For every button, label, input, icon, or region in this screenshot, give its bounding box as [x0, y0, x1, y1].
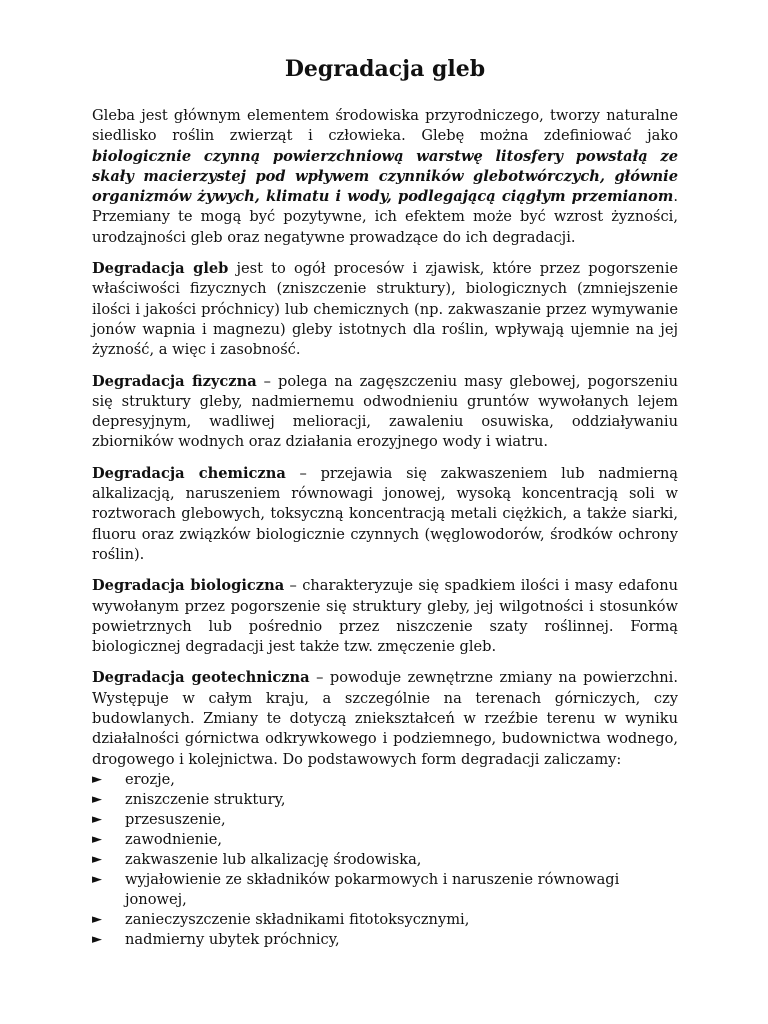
list-item [92, 910, 678, 930]
bullet-arrow-icon: ► [92, 831, 102, 847]
list-item-text: nadmierny ubytek próchnicy, [125, 930, 340, 948]
soil-definition: biologicznie czynną powierzchniową warstwę litosfery powstałą ze skały macierzystej pod wpływem czynników glebotwórczych, głównie organizmów żywych, klimatu i wody, podlegającą ciągłym przemianom [92, 147, 678, 206]
list-item [92, 930, 678, 950]
biological-degradation-term: Degradacja biologiczna [92, 577, 285, 595]
list-item-text: przesuszenie, [125, 810, 226, 828]
biological-degradation-paragraph [92, 576, 678, 657]
bullet-arrow-icon: ► [92, 811, 102, 827]
bullet-arrow-icon: ► [92, 851, 102, 867]
physical-degradation-term: Degradacja fizyczna [92, 372, 257, 390]
soil-degradation-term: Degradacja gleb [92, 260, 229, 278]
geotechnical-degradation-term: Degradacja geotechniczna [92, 669, 310, 687]
list-item [92, 830, 678, 850]
chemical-degradation-term: Degradacja chemiczna [92, 464, 286, 482]
list-item-text: wyjałowienie ze składników pokarmowych i naruszenie równowagi jonowej, [125, 870, 620, 908]
list-item [92, 850, 678, 870]
list-item-text: zakwaszenie lub alkalizację środowiska, [125, 850, 422, 868]
list-item-text: zniszczenie struktury, [125, 790, 286, 808]
list-item [92, 790, 678, 810]
intro-text-start: Gleba jest głównym elementem środowiska przyrodniczego, tworzy naturalne siedlisko roślin zwierząt i człowieka. Glebę można zdefiniować jako [92, 107, 678, 145]
bullet-arrow-icon: ► [92, 771, 102, 787]
list-item-text: zanieczyszczenie składnikami fitotoksycznymi, [125, 910, 470, 928]
bullet-arrow-icon: ► [92, 791, 102, 807]
bullet-arrow-icon: ► [92, 871, 102, 887]
degradation-forms-list [92, 770, 678, 950]
intro-paragraph [92, 106, 678, 248]
soil-degradation-text: jest to ogół procesów i zjawisk, które przez pogorszenie właściwości fizycznych (zniszczenie struktury), biologicznych (zmniejszenie ilości i jakości próchnicy) lub chemicznych (np. zakwaszanie przez wymywanie jonów wapnia i magnezu) gleby istotnych dla roślin, wpływają ujemnie na jej żyzność, a więc i zasobność. [92, 260, 678, 359]
chemical-degradation-paragraph [92, 464, 678, 565]
list-item [92, 810, 678, 830]
list-item [92, 770, 678, 790]
physical-degradation-text: – polega na zagęszczeniu masy glebowej, pogorszeniu się struktury gleby, nadmiernemu odwodnieniu gruntów wywołanych lejem depresyjnym, wadliwej melioracji, zawaleniu osuwiska, oddziaływaniu zbiorników wodnych oraz działania erozyjnego wody i wiatru. [92, 372, 678, 451]
document-title: Degradacja gleb [284, 56, 486, 82]
list-item-text: zawodnienie, [125, 830, 223, 848]
physical-degradation-paragraph [92, 372, 678, 453]
intro-text-end: . Przemiany te mogą być pozytywne, ich efektem może być wzrost żyzności, urodzajności gleb oraz negatywne prowadzące do ich degradacji. [92, 188, 678, 246]
geotechnical-degradation-paragraph [92, 668, 678, 769]
geotechnical-degradation-text: – powoduje zewnętrzne zmiany na powierzchni. Występuje w całym kraju, a szczególnie na terenach górniczych, czy budowlanych. Zmiany te dotyczą zniekształceń w rzeźbie terenu w wyniku działalności górnictwa odkrywkowego i podziemnego, budownictwa wodnego, drogowego i kolejnictwa. Do podstawowych form degradacji zaliczamy: [92, 669, 678, 768]
bullet-arrow-icon: ► [92, 911, 102, 927]
chemical-degradation-text: – przejawia się zakwaszeniem lub nadmierną alkalizacją, naruszeniem równowagi jonowej, wysoką koncentracją soli w roztworach glebowych, toksyczną koncentracją metali ciężkich, a także siarki, fluoru oraz związków biologicznie czynnych (węglowodorów, środków ochrony roślin). [92, 464, 678, 563]
list-item [92, 870, 678, 910]
soil-degradation-paragraph [92, 259, 678, 360]
biological-degradation-text: – charakteryzuje się spadkiem ilości i masy edafonu wywołanym przez pogorszenie się struktury gleby, jej wilgotności i stosunków powietrznych lub pośrednio przez niszczenie szaty roślinnej. Formą biologicznej degradacji jest także tzw. zmęczenie gleb. [92, 577, 678, 656]
bullet-arrow-icon: ► [92, 931, 102, 947]
list-item-text: erozje, [125, 770, 175, 788]
